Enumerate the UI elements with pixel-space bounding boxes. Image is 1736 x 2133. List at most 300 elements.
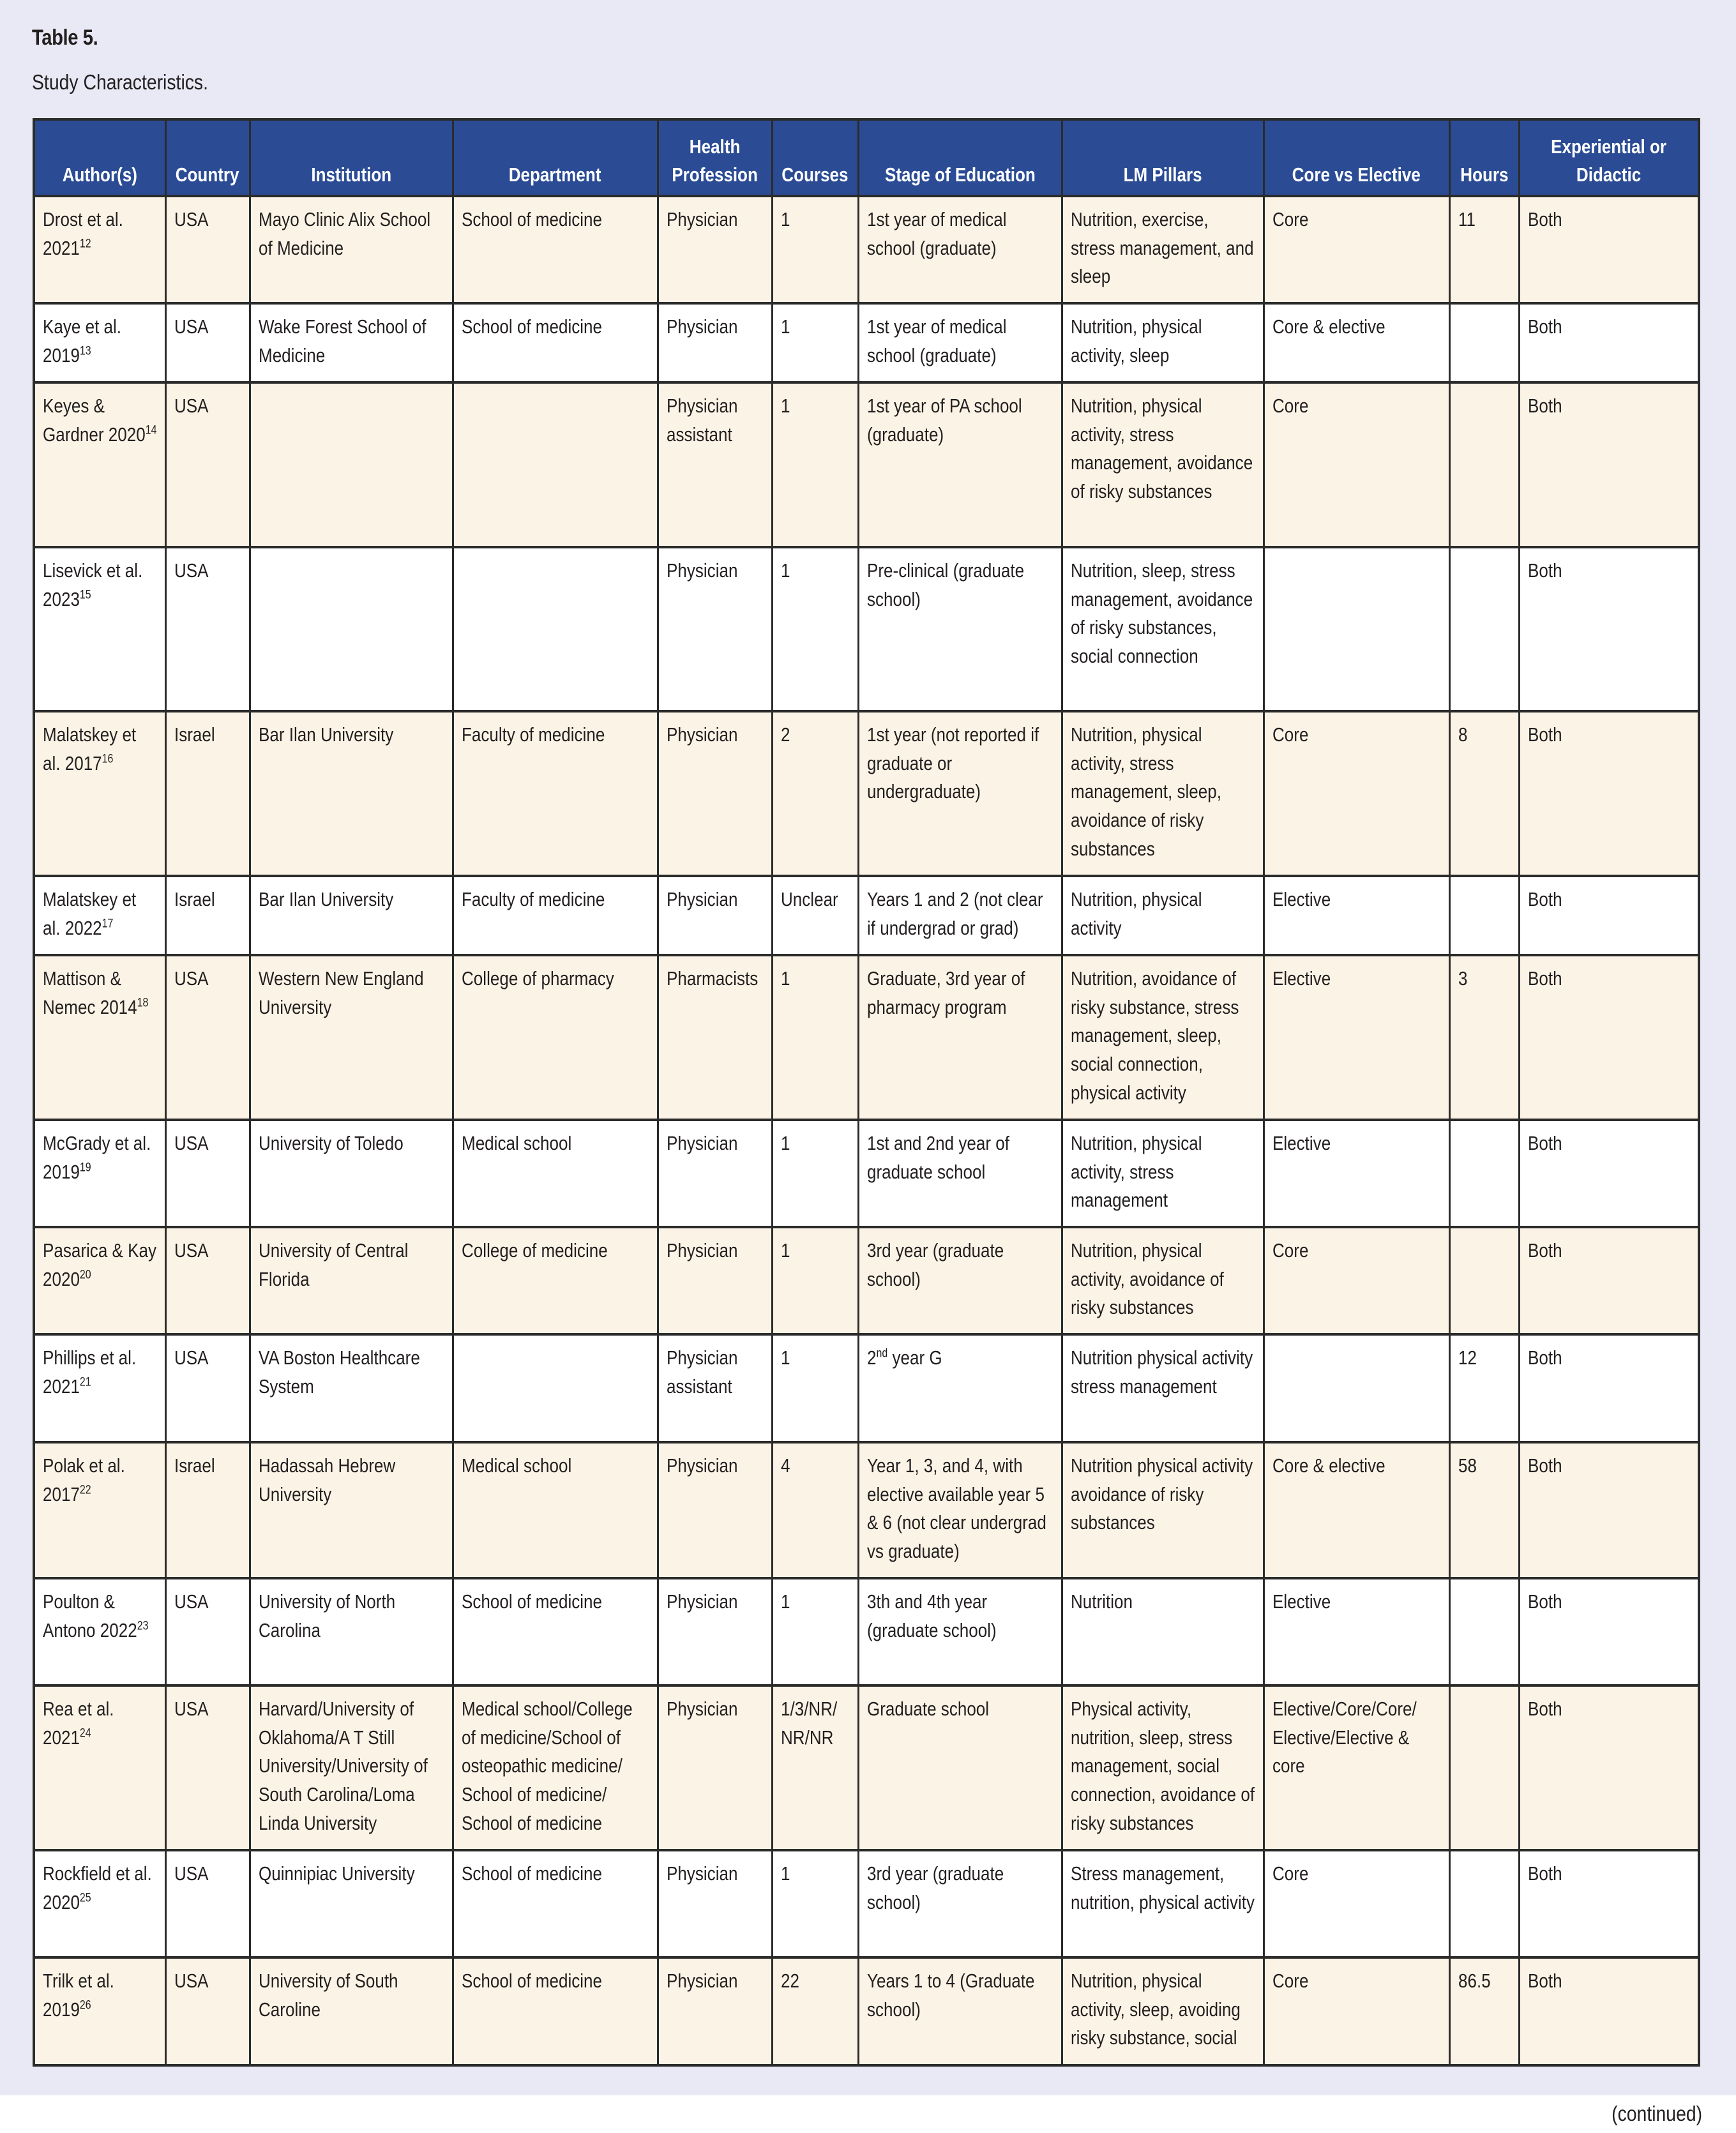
cell-country xyxy=(165,876,250,955)
cell-lm-pillars xyxy=(1062,1685,1264,1850)
cell-courses-text: 4 xyxy=(780,1454,790,1477)
cell-lm-pillars xyxy=(1062,711,1264,876)
cell-hours-text: 12 xyxy=(1458,1346,1477,1369)
cell-core-vs-elective-text: Core xyxy=(1272,1239,1308,1262)
cell-stage-of-education-text: Graduate school xyxy=(866,1698,989,1720)
table-row xyxy=(34,1685,1699,1850)
cell-experiential-or-didactic-text: Both xyxy=(1527,1970,1562,1992)
cell-health-profession xyxy=(658,876,772,955)
cell-institution-text: University of North Carolina xyxy=(258,1590,395,1641)
cell-hours xyxy=(1449,1334,1519,1442)
table-row xyxy=(34,1334,1699,1442)
cell-core-vs-elective xyxy=(1264,1850,1449,1957)
cell-courses xyxy=(772,382,858,547)
cell-core-vs-elective xyxy=(1264,1227,1449,1334)
col-header-lm-pillars: LM Pillars xyxy=(1062,119,1264,196)
cell-core-vs-elective xyxy=(1264,1334,1449,1442)
stage-text-rest: year G xyxy=(887,1346,942,1369)
cell-health-profession-text: Pharmacists xyxy=(666,967,758,990)
cell-stage-of-education-text: 1st year of PA school (graduate) xyxy=(866,395,1022,446)
cell-country-text: USA xyxy=(174,559,209,582)
cell-author-text: McGrady et al. 2019 xyxy=(43,1132,151,1183)
cell-stage-of-education xyxy=(858,955,1062,1120)
cell-core-vs-elective xyxy=(1264,196,1449,303)
table-row xyxy=(34,955,1699,1120)
cell-courses-text: 1 xyxy=(780,315,790,338)
col-header-department: Department xyxy=(453,119,658,196)
table-row xyxy=(34,1442,1699,1578)
reference-superscript: 21 xyxy=(79,1375,91,1389)
cell-country-text: Israel xyxy=(174,723,215,746)
cell-author-text: Keyes & Gardner 2020 xyxy=(43,395,146,446)
cell-lm-pillars xyxy=(1062,1442,1264,1578)
cell-hours-text: 8 xyxy=(1458,723,1467,746)
cell-lm-pillars-text: Nutrition, physical activity, sleep xyxy=(1070,315,1202,366)
cell-country xyxy=(165,196,250,303)
cell-health-profession xyxy=(658,1334,772,1442)
cell-core-vs-elective-text: Core xyxy=(1272,723,1308,746)
cell-stage-of-education xyxy=(858,1850,1062,1957)
table-row xyxy=(34,303,1699,382)
cell-stage-of-education-text: Graduate, 3rd year of pharmacy program xyxy=(866,967,1025,1018)
cell-experiential-or-didactic xyxy=(1519,955,1699,1120)
cell-health-profession xyxy=(658,955,772,1120)
cell-experiential-or-didactic xyxy=(1519,1334,1699,1442)
cell-stage-of-education xyxy=(858,1227,1062,1334)
cell-hours xyxy=(1449,1957,1519,2065)
cell-author-text: Pasarica & Kay 2020 xyxy=(43,1239,157,1290)
table-caption: Study Characteristics. xyxy=(32,70,209,94)
reference-superscript: 26 xyxy=(79,1998,91,2012)
cell-core-vs-elective-text: Core xyxy=(1272,1970,1308,1992)
cell-lm-pillars-text: Nutrition, sleep, stress management, avoidance of risky substances, social connection xyxy=(1070,559,1253,668)
cell-stage-of-education-text: 1st year of medical school (graduate) xyxy=(866,315,1007,366)
cell-stage-of-education-text: 3th and 4th year (graduate school) xyxy=(866,1590,997,1641)
cell-author-text: Rea et al. 2021 xyxy=(43,1698,114,1749)
cell-author xyxy=(34,1850,165,1957)
cell-health-profession xyxy=(658,1685,772,1850)
cell-experiential-or-didactic-text: Both xyxy=(1527,1698,1562,1720)
cell-courses xyxy=(772,1957,858,2065)
cell-experiential-or-didactic xyxy=(1519,303,1699,382)
cell-courses xyxy=(772,303,858,382)
cell-experiential-or-didactic xyxy=(1519,1442,1699,1578)
cell-stage-of-education-text: 1st year of medical school (graduate) xyxy=(866,208,1007,259)
cell-institution-text: University of Central Florida xyxy=(258,1239,408,1290)
cell-lm-pillars xyxy=(1062,1227,1264,1334)
cell-department xyxy=(453,1334,658,1442)
cell-courses-text: 2 xyxy=(780,723,790,746)
cell-health-profession-text: Physician xyxy=(666,723,737,746)
cell-hours xyxy=(1449,303,1519,382)
cell-health-profession xyxy=(658,303,772,382)
cell-courses-text: 1 xyxy=(780,395,790,417)
cell-core-vs-elective-text: Core xyxy=(1272,395,1308,417)
col-header-hours: Hours xyxy=(1449,119,1519,196)
cell-author xyxy=(34,711,165,876)
cell-lm-pillars xyxy=(1062,876,1264,955)
cell-hours xyxy=(1449,955,1519,1120)
cell-department-text: Medical school xyxy=(461,1454,571,1477)
cell-institution-text: Bar Ilan University xyxy=(258,888,393,910)
cell-department xyxy=(453,303,658,382)
cell-courses xyxy=(772,1227,858,1334)
cell-department-text: College of medicine xyxy=(461,1239,608,1262)
cell-country-text: USA xyxy=(174,1698,209,1720)
table-row xyxy=(34,382,1699,547)
cell-hours-text: 11 xyxy=(1458,208,1476,230)
cell-department xyxy=(453,876,658,955)
cell-courses-text: 1 xyxy=(780,1346,790,1369)
cell-department-text: College of pharmacy xyxy=(461,967,614,990)
cell-institution-text: Bar Ilan University xyxy=(258,723,393,746)
cell-country xyxy=(165,547,250,711)
cell-lm-pillars-text: Nutrition, physical activity, stress management xyxy=(1070,1132,1202,1212)
cell-experiential-or-didactic xyxy=(1519,382,1699,547)
cell-courses xyxy=(772,1334,858,1442)
cell-institution xyxy=(250,382,453,547)
cell-institution-text: Harvard/University of Oklahoma/A T Still University/University of South Carolina/Loma Linda University xyxy=(258,1698,428,1834)
table-title: Table 5. xyxy=(32,26,98,50)
cell-experiential-or-didactic xyxy=(1519,711,1699,876)
cell-author xyxy=(34,1442,165,1578)
cell-health-profession-text: Physician xyxy=(666,1698,737,1720)
cell-lm-pillars-text: Nutrition physical activity avoidance of risky substances xyxy=(1070,1454,1253,1534)
cell-experiential-or-didactic-text: Both xyxy=(1527,967,1562,990)
table-row xyxy=(34,1957,1699,2065)
cell-department-text: Faculty of medicine xyxy=(461,888,605,910)
cell-country-text: USA xyxy=(174,315,209,338)
cell-lm-pillars xyxy=(1062,1578,1264,1685)
reference-superscript: 22 xyxy=(79,1483,91,1497)
cell-courses-text: Unclear xyxy=(780,888,838,910)
cell-courses-text: 1 xyxy=(780,1132,790,1154)
table-row xyxy=(34,1120,1699,1227)
cell-author xyxy=(34,955,165,1120)
cell-core-vs-elective xyxy=(1264,1442,1449,1578)
cell-health-profession-text: Physician xyxy=(666,888,737,910)
cell-courses-text: 1 xyxy=(780,1590,790,1613)
cell-institution-text: University of South Caroline xyxy=(258,1970,398,2021)
cell-department-text: School of medicine xyxy=(461,1970,602,1992)
reference-superscript: 25 xyxy=(79,1891,91,1905)
cell-health-profession-text: Physician xyxy=(666,1132,737,1154)
cell-lm-pillars-text: Nutrition, physical activity, sleep, avoiding risky substance, social xyxy=(1070,1970,1241,2049)
cell-lm-pillars-text: Nutrition, physical activity, stress management, sleep, avoidance of risky substances xyxy=(1070,723,1221,860)
cell-hours-text: 86.5 xyxy=(1458,1970,1491,1992)
cell-country xyxy=(165,1334,250,1442)
cell-institution-text: University of Toledo xyxy=(258,1132,404,1154)
cell-core-vs-elective-text: Core xyxy=(1272,208,1308,230)
cell-core-vs-elective xyxy=(1264,955,1449,1120)
cell-health-profession xyxy=(658,1578,772,1685)
table-row xyxy=(34,547,1699,711)
reference-superscript: 16 xyxy=(102,752,114,766)
cell-country-text: USA xyxy=(174,395,209,417)
cell-lm-pillars xyxy=(1062,1850,1264,1957)
cell-health-profession-text: Physician xyxy=(666,315,737,338)
cell-department-text: School of medicine xyxy=(461,315,602,338)
cell-courses xyxy=(772,711,858,876)
cell-health-profession xyxy=(658,1442,772,1578)
cell-department xyxy=(453,1850,658,1957)
cell-institution xyxy=(250,547,453,711)
cell-stage-of-education-text: Years 1 and 2 (not clear if undergrad or grad) xyxy=(866,888,1043,939)
cell-courses-text: 1 xyxy=(780,1239,790,1262)
cell-core-vs-elective xyxy=(1264,1957,1449,2065)
cell-courses xyxy=(772,1442,858,1578)
cell-experiential-or-didactic xyxy=(1519,1578,1699,1685)
cell-country xyxy=(165,711,250,876)
cell-lm-pillars xyxy=(1062,303,1264,382)
cell-health-profession xyxy=(658,382,772,547)
cell-institution xyxy=(250,303,453,382)
cell-lm-pillars xyxy=(1062,382,1264,547)
cell-author xyxy=(34,196,165,303)
cell-department-text: Medical school xyxy=(461,1132,571,1154)
cell-stage-of-education xyxy=(858,547,1062,711)
cell-lm-pillars xyxy=(1062,1334,1264,1442)
cell-country xyxy=(165,1957,250,2065)
cell-health-profession-text: Physician xyxy=(666,1590,737,1613)
cell-author xyxy=(34,876,165,955)
cell-institution xyxy=(250,955,453,1120)
cell-courses-text: 1/3/NR/ NR/NR xyxy=(780,1698,837,1749)
cell-department xyxy=(453,711,658,876)
cell-author xyxy=(34,303,165,382)
cell-hours xyxy=(1449,1120,1519,1227)
cell-core-vs-elective xyxy=(1264,711,1449,876)
col-header-experiential-or-didactic: Experiential or Didactic xyxy=(1519,119,1699,196)
cell-institution xyxy=(250,1442,453,1578)
cell-institution xyxy=(250,1850,453,1957)
cell-lm-pillars xyxy=(1062,196,1264,303)
cell-hours xyxy=(1449,1442,1519,1578)
cell-stage-of-education xyxy=(858,711,1062,876)
cell-stage-of-education xyxy=(858,1685,1062,1850)
cell-courses xyxy=(772,876,858,955)
cell-stage-of-education xyxy=(858,196,1062,303)
cell-lm-pillars-text: Stress management, nutrition, physical activity xyxy=(1070,1862,1255,1913)
cell-lm-pillars xyxy=(1062,1120,1264,1227)
cell-core-vs-elective-text: Elective xyxy=(1272,1132,1331,1154)
cell-courses-text: 1 xyxy=(780,208,790,230)
cell-core-vs-elective xyxy=(1264,1120,1449,1227)
cell-institution xyxy=(250,1120,453,1227)
cell-country-text: USA xyxy=(174,967,209,990)
cell-experiential-or-didactic xyxy=(1519,1850,1699,1957)
cell-hours xyxy=(1449,1850,1519,1957)
cell-institution-text: VA Boston Healthcare System xyxy=(258,1346,420,1398)
cell-institution-text: Quinnipiac University xyxy=(258,1862,415,1885)
cell-health-profession-text: Physician xyxy=(666,559,737,582)
cell-courses xyxy=(772,1120,858,1227)
cell-author-text: Trilk et al. 2019 xyxy=(43,1970,114,2021)
cell-courses-text: 1 xyxy=(780,559,790,582)
cell-author-text: Phillips et al. 2021 xyxy=(43,1346,137,1398)
cell-core-vs-elective-text: Elective xyxy=(1272,888,1331,910)
table-row xyxy=(34,196,1699,303)
table-row xyxy=(34,1578,1699,1685)
reference-superscript: 24 xyxy=(79,1726,91,1740)
cell-author-text: Rockfield et al. 2020 xyxy=(43,1862,152,1913)
cell-courses xyxy=(772,1850,858,1957)
cell-institution xyxy=(250,1685,453,1850)
cell-lm-pillars-text: Nutrition xyxy=(1070,1590,1133,1613)
cell-department xyxy=(453,382,658,547)
cell-experiential-or-didactic-text: Both xyxy=(1527,723,1562,746)
cell-stage-of-education-text: 2 xyxy=(866,1346,876,1369)
cell-author-text: Lisevick et al. 2023 xyxy=(43,559,143,610)
cell-health-profession xyxy=(658,547,772,711)
reference-superscript: 20 xyxy=(79,1268,91,1282)
cell-country-text: USA xyxy=(174,1862,209,1885)
cell-experiential-or-didactic-text: Both xyxy=(1527,315,1562,338)
cell-department-text: School of medicine xyxy=(461,1862,602,1885)
cell-health-profession-text: Physician xyxy=(666,1454,737,1477)
reference-superscript: 19 xyxy=(79,1161,91,1175)
cell-department xyxy=(453,1685,658,1850)
cell-courses xyxy=(772,196,858,303)
cell-stage-of-education-text: 1st year (not reported if graduate or undergraduate) xyxy=(866,723,1039,803)
cell-stage-of-education xyxy=(858,876,1062,955)
cell-health-profession-text: Physician xyxy=(666,208,737,230)
cell-department-text: School of medicine xyxy=(461,1590,602,1613)
cell-core-vs-elective xyxy=(1264,1578,1449,1685)
cell-experiential-or-didactic-text: Both xyxy=(1527,1346,1562,1369)
cell-country-text: Israel xyxy=(174,888,215,910)
cell-courses-text: 22 xyxy=(780,1970,799,1992)
continued-note: (continued) xyxy=(1611,2102,1702,2125)
cell-experiential-or-didactic xyxy=(1519,1957,1699,2065)
cell-hours xyxy=(1449,382,1519,547)
cell-courses xyxy=(772,1578,858,1685)
cell-lm-pillars-text: Nutrition, exercise, stress management, and sleep xyxy=(1070,208,1254,288)
cell-stage-of-education-text: Year 1, 3, and 4, with elective available year 5 & 6 (not clear undergrad vs graduate) xyxy=(866,1454,1046,1563)
cell-author xyxy=(34,547,165,711)
cell-stage-of-education xyxy=(858,303,1062,382)
cell-institution xyxy=(250,1578,453,1685)
col-header-health-profession: Health Profession xyxy=(658,119,772,196)
cell-experiential-or-didactic-text: Both xyxy=(1527,1454,1562,1477)
cell-stage-of-education xyxy=(858,1120,1062,1227)
cell-experiential-or-didactic-text: Both xyxy=(1527,1590,1562,1613)
cell-department xyxy=(453,1957,658,2065)
cell-institution-text: Wake Forest School of Medicine xyxy=(258,315,426,366)
cell-lm-pillars-text: Physical activity, nutrition, sleep, stress management, social connection, avoidance of risky substances xyxy=(1070,1698,1255,1834)
cell-stage-of-education-text: Pre-clinical (graduate school) xyxy=(866,559,1024,610)
cell-author xyxy=(34,1957,165,2065)
table-row xyxy=(34,711,1699,876)
cell-institution xyxy=(250,1957,453,2065)
cell-institution-text: Mayo Clinic Alix School of Medicine xyxy=(258,208,430,259)
cell-experiential-or-didactic-text: Both xyxy=(1527,1239,1562,1262)
cell-stage-of-education xyxy=(858,1578,1062,1685)
cell-core-vs-elective xyxy=(1264,547,1449,711)
cell-health-profession-text: Physician assistant xyxy=(666,1346,737,1398)
cell-experiential-or-didactic-text: Both xyxy=(1527,395,1562,417)
cell-stage-of-education-text: 3rd year (graduate school) xyxy=(866,1239,1004,1290)
cell-core-vs-elective-text: Core & elective xyxy=(1272,315,1385,338)
cell-author-text: Mattison & Nemec 2014 xyxy=(43,967,137,1018)
cell-author xyxy=(34,1578,165,1685)
cell-institution xyxy=(250,711,453,876)
cell-country xyxy=(165,382,250,547)
reference-superscript: 17 xyxy=(102,917,114,931)
cell-country-text: Israel xyxy=(174,1454,215,1477)
cell-country-text: USA xyxy=(174,1346,209,1369)
table-row xyxy=(34,876,1699,955)
cell-lm-pillars-text: Nutrition, physical activity, avoidance of risky substances xyxy=(1070,1239,1224,1319)
cell-author-text: Malatskey et al. 2022 xyxy=(43,888,137,939)
table-row xyxy=(34,1227,1699,1334)
cell-core-vs-elective xyxy=(1264,303,1449,382)
cell-country xyxy=(165,955,250,1120)
cell-hours xyxy=(1449,711,1519,876)
cell-core-vs-elective-text: Elective/Core/Core/ Elective/Elective & core xyxy=(1272,1698,1417,1777)
col-header-institution: Institution xyxy=(250,119,453,196)
cell-country xyxy=(165,1850,250,1957)
cell-experiential-or-didactic xyxy=(1519,547,1699,711)
cell-country xyxy=(165,303,250,382)
cell-lm-pillars xyxy=(1062,547,1264,711)
cell-lm-pillars-text: Nutrition physical activity stress management xyxy=(1070,1346,1253,1398)
cell-courses-text: 1 xyxy=(780,1862,790,1885)
cell-health-profession-text: Physician xyxy=(666,1239,737,1262)
cell-hours-text: 3 xyxy=(1458,967,1467,990)
cell-department xyxy=(453,196,658,303)
cell-health-profession-text: Physician xyxy=(666,1970,737,1992)
cell-institution-text: Western New England University xyxy=(258,967,424,1018)
cell-country-text: USA xyxy=(174,1970,209,1992)
cell-author xyxy=(34,1334,165,1442)
cell-core-vs-elective xyxy=(1264,876,1449,955)
cell-hours-text: 58 xyxy=(1458,1454,1477,1477)
cell-experiential-or-didactic xyxy=(1519,1120,1699,1227)
cell-experiential-or-didactic xyxy=(1519,1227,1699,1334)
cell-country xyxy=(165,1685,250,1850)
cell-author-text: Drost et al. 2021 xyxy=(43,208,123,259)
ordinal-superscript: nd xyxy=(875,1346,887,1360)
cell-hours xyxy=(1449,1227,1519,1334)
cell-hours xyxy=(1449,547,1519,711)
cell-author xyxy=(34,382,165,547)
cell-core-vs-elective-text: Core xyxy=(1272,1862,1308,1885)
col-header-stage-of-education: Stage of Education xyxy=(858,119,1062,196)
cell-country-text: USA xyxy=(174,1590,209,1613)
cell-experiential-or-didactic xyxy=(1519,196,1699,303)
cell-courses xyxy=(772,547,858,711)
reference-superscript: 18 xyxy=(137,996,149,1010)
col-header-core-vs-elective: Core vs Elective xyxy=(1264,119,1449,196)
table-header-row xyxy=(34,119,1699,196)
cell-author-text: Kaye et al. 2019 xyxy=(43,315,122,366)
cell-department xyxy=(453,1578,658,1685)
cell-institution xyxy=(250,1227,453,1334)
table-row xyxy=(34,1850,1699,1957)
cell-core-vs-elective xyxy=(1264,382,1449,547)
cell-courses xyxy=(772,1685,858,1850)
cell-experiential-or-didactic-text: Both xyxy=(1527,888,1562,910)
cell-experiential-or-didactic xyxy=(1519,1685,1699,1850)
cell-country-text: USA xyxy=(174,1132,209,1154)
cell-experiential-or-didactic-text: Both xyxy=(1527,1862,1562,1885)
reference-superscript: 15 xyxy=(79,588,91,602)
cell-stage-of-education xyxy=(858,382,1062,547)
cell-health-profession xyxy=(658,1850,772,1957)
cell-experiential-or-didactic-text: Both xyxy=(1527,1132,1562,1154)
cell-author xyxy=(34,1120,165,1227)
